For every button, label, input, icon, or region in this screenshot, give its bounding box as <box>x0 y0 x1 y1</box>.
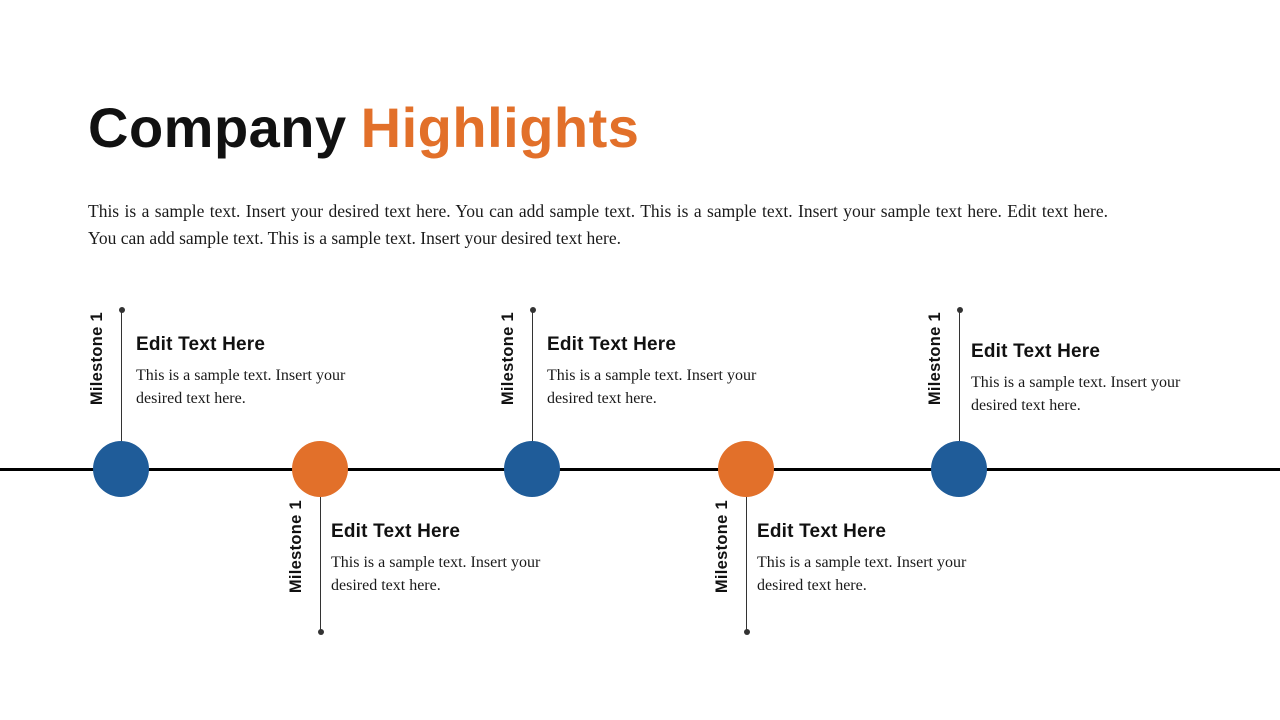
milestone-3-node[interactable] <box>504 441 560 497</box>
stem-end-dot-icon <box>530 307 536 313</box>
page-title <box>88 96 639 160</box>
milestone-5-stem <box>959 310 960 445</box>
milestone-3-body: This is a sample text. Insert your desired text here. <box>547 367 757 408</box>
milestone-2-node[interactable] <box>292 441 348 497</box>
milestone-1-node[interactable] <box>93 441 149 497</box>
stem-end-dot-icon <box>318 629 324 635</box>
milestone-1-stem <box>121 310 122 445</box>
milestone-3-stem <box>532 310 533 445</box>
page-title-second-word: Highlights <box>360 96 640 159</box>
milestone-2-text-block <box>331 521 581 597</box>
milestone-5-heading: Edit Text Here <box>971 341 1101 362</box>
milestone-4-text-block <box>757 521 1007 597</box>
page-title-first-word: Company <box>88 96 347 159</box>
milestone-4-vertical-label: Milestone 1 <box>713 500 731 594</box>
milestone-5-vertical-label: Milestone 1 <box>926 312 944 406</box>
stem-end-dot-icon <box>957 307 963 313</box>
milestone-1-vertical-label: Milestone 1 <box>88 312 106 406</box>
milestone-4-node[interactable] <box>718 441 774 497</box>
timeline-axis <box>0 468 1280 471</box>
subtitle-paragraph: This is a sample text. Insert your desired text here. You can add sample text. This is a sample text. Insert your sample text here. Edit text here. You can add sample text. This is a sample text. Insert your desired text here. <box>88 200 1108 248</box>
milestone-5-body: This is a sample text. Insert your desired text here. <box>971 374 1181 415</box>
milestone-4-heading: Edit Text Here <box>757 521 887 542</box>
milestone-5-text-block <box>971 341 1221 417</box>
milestone-1-heading: Edit Text Here <box>136 334 266 355</box>
milestone-1-text-block <box>136 334 386 410</box>
milestone-4-stem <box>746 492 747 632</box>
milestone-3-heading: Edit Text Here <box>547 334 677 355</box>
milestone-2-heading: Edit Text Here <box>331 521 461 542</box>
milestone-1-body: This is a sample text. Insert your desired text here. <box>136 367 346 408</box>
milestone-2-stem <box>320 492 321 632</box>
milestone-3-vertical-label: Milestone 1 <box>499 312 517 406</box>
milestone-2-vertical-label: Milestone 1 <box>287 500 305 594</box>
stem-end-dot-icon <box>744 629 750 635</box>
milestone-2-body: This is a sample text. Insert your desired text here. <box>331 554 541 595</box>
milestone-4-body: This is a sample text. Insert your desired text here. <box>757 554 967 595</box>
milestone-5-node[interactable] <box>931 441 987 497</box>
milestone-3-text-block <box>547 334 797 410</box>
stem-end-dot-icon <box>119 307 125 313</box>
